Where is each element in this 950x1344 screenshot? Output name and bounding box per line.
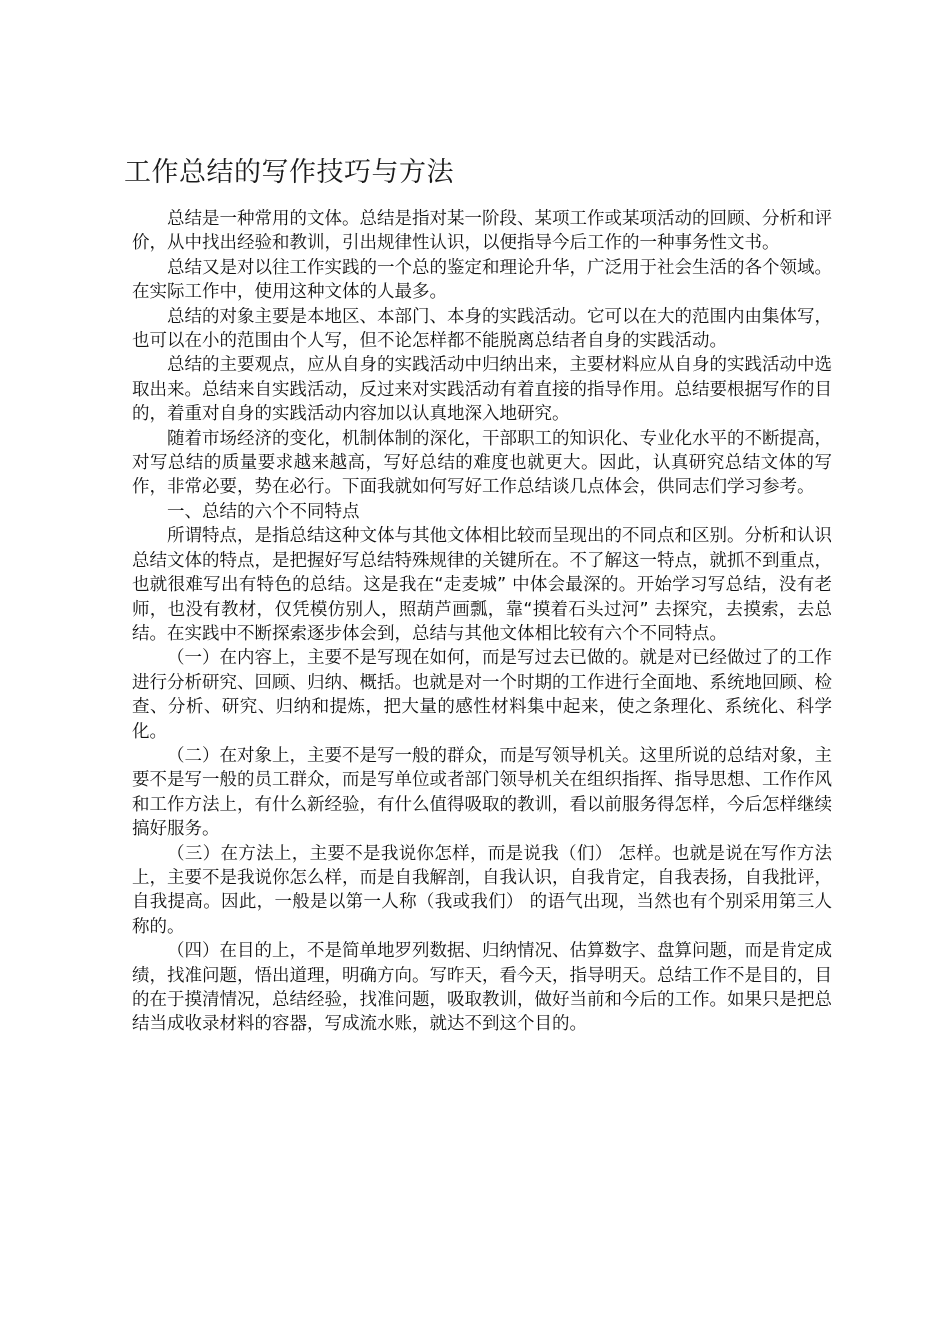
paragraph: 总结又是对以往工作实践的一个总的鉴定和理论升华，广泛用于社会生活的各个领域。在实际工作中，使用这种文体的人最多。 xyxy=(132,257,832,303)
paragraph: （四）在目的上，不是简单地罗列数据、归纳情况、估算数字、盘算问题，而是肯定成绩，找准问题，悟出道理，明确方向。写昨天，看今天，指导明天。总结工作不是目的，目的在于摸清情况，总结经验，找准问题，吸取教训，做好当前和今后的工作。如果只是把总结当成收录材料的容器，写成流水账，就达不到这个目的。 xyxy=(132,941,832,1035)
paragraph: 随着市场经济的变化，机制体制的深化，干部职工的知识化、专业化水平的不断提高，对写总结的质量要求越来越高，写好总结的难度也就更大。因此，认真研究总结文体的写作，非常必要，势在必行。下面我就如何写好工作总结谈几点体会，供同志们学习参考。 xyxy=(132,428,832,498)
section-heading: 一、总结的六个不同特点 xyxy=(167,501,360,522)
paragraph: （一）在内容上，主要不是写现在如何，而是写过去已做的。就是对已经做过了的工作进行分析研究、回顾、归纳、概括。也就是对一个时期的工作进行全面地、系统地回顾、检查、分析、研究、归纳和提炼，把大量的感性材料集中起来，使之条理化、系统化、科学化。 xyxy=(132,648,832,742)
document-body xyxy=(132,207,832,1037)
paragraph: 总结的主要观点，应从自身的实践活动中归纳出来，主要材料应从自身的实践活动中选取出来。总结来自实践活动，反过来对实践活动有着直接的指导作用。总结要根据写作的目的，着重对自身的实践活动内容加以认真地深入地研究。 xyxy=(132,355,832,425)
paragraph: 总结是一种常用的文体。总结是指对某一阶段、某项工作或某项活动的回顾、分析和评价，从中找出经验和教训，引出规律性认识，以便指导今后工作的一种事务性文书。 xyxy=(132,209,832,254)
paragraph: （二）在对象上，主要不是写一般的群众，而是写领导机关。这里所说的总结对象，主要不是写一般的员工群众，而是写单位或者部门领导机关在组织指挥、指导思想、工作作风和工作方法上，有什么新经验，有什么值得吸取的教训，看以前服务得怎样，今后怎样继续搞好服务。 xyxy=(132,745,832,840)
paragraph: 总结的对象主要是本地区、本部门、本身的实践活动。它可以在大的范围内由集体写，也可以在小的范围由个人写，但不论怎样都不能脱离总结者自身的实践活动。 xyxy=(132,306,832,352)
document-title: 工作总结的写作技巧与方法 xyxy=(124,157,454,188)
paragraph: （三）在方法上，主要不是我说你怎样，而是说我（们） 怎样。也就是说在写作方法上，主要不是我说你怎么样，而是自我解剖，自我认识，自我肯定，自我表扬，自我批评，自我提高。因此，一般是以第一人称（我或我们） 的语气出现，当然也有个别采用第三人称的。 xyxy=(132,843,832,937)
paragraph: 所谓特点，是指总结这种文体与其他文体相比较而呈现出的不同点和区别。分析和认识总结文体的特点，是把握好写总结特殊规律的关键所在。不了解这一特点，就抓不到重点，也就很难写出有特色的总结。这是我在“走麦城” 中体会最深的。开始学习写总结，没有老师，也没有教材，仅凭模仿别人，照葫芦画瓢，靠“摸着石头过河” 去探究，去摸索，去总结。在实践中不断探索逐步体会到，总结与其他文体相比较有六个不同特点。 xyxy=(132,526,832,644)
